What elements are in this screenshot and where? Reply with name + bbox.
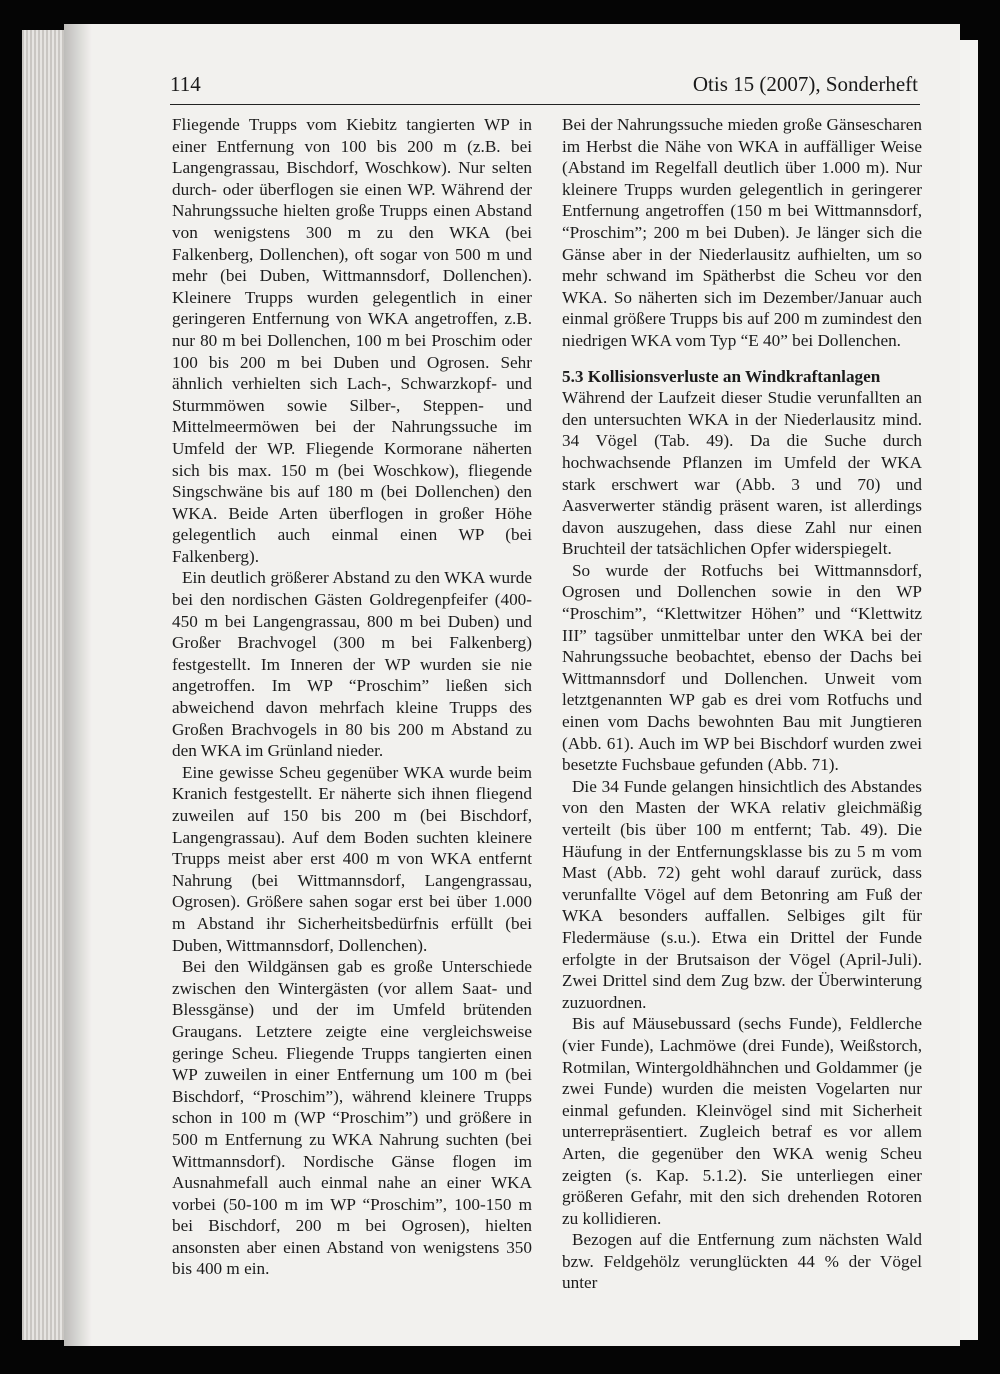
paragraph: Die 34 Funde gelangen hinsichtlich des Abstandes von den Masten der WKA relativ gleichmäßig verteilt (bis über 100 m entfernt; Tab. 49). Die Häufung in der Entfernungsklasse bis zu 5 m vom Mast (Abb. 72) geht wohl darauf zurück, dass verunfallte Vögel auf dem Betonring am Fuß der WKA besonders auffallen. Selbiges gilt für Fledermäuse (s.u.). Etwa ein Drittel der Funde erfolgte in der Brutsaison der Vögel (April-Juli). Zwei Drittel sind dem Zug bzw. der Überwinterung zuzuordnen. <box>562 776 922 1012</box>
running-header <box>170 70 920 105</box>
right-column <box>562 114 922 1294</box>
paragraph: Bei den Wildgänsen gab es große Unterschiede zwischen den Wintergästen (vor allem Saat- und Blessgänse) und der im Umfeld brütenden Graugans. Letztere zeigte eine vergleichsweise geringe Scheu. Fliegende Trupps tangierten einen WP zuweilen in einer Entfernung um 100 m (bei Bischdorf, “Proschim”), während kleinere Trupps schon in 100 m (WP “Proschim”) und größere in 500 m Entfernung zu WKA Nahrung suchten (bei Wittmannsdorf). Nordische Gänse flogen im Ausnahmefall auch einmal nahe an einer WKA vorbei (50-100 m im WP “Proschim”, 100-150 m bei Bischdorf, 200 m bei Ogrosen), hielten ansonsten aber einen Abstand von wenigstens 350 bis 400 m ein. <box>172 957 532 1279</box>
page-stack-edge <box>22 30 68 1340</box>
paragraph: Während der Laufzeit dieser Studie verunfallten an den untersuchten WKA in der Niederlausitz mind. 34 Vögel (Tab. 49). Da die Suche durch hochwachsende Pflanzen im Umfeld der WKA stark erschwert war (Abb. 3 und 70) und Aasverwerter ständig präsent waren, ist allerdings davon auszugehen, dass diese Zahl nur einen Bruchteil der tatsächlichen Opfer widerspiegelt. <box>562 388 922 559</box>
paragraph: Fliegende Trupps vom Kiebitz tangierten WP in einer Entfernung von 100 bis 200 m (z.B. bei Langengrassau, Bischdorf, Woschkow). Nur selten durch- oder überflogen sie einen WP. Während der Nahrungssuche hielten große Trupps einen Abstand von wenigstens 300 m zu den WKA (bei Falkenberg, Dollenchen), oft sogar von 500 m und mehr (bei Duben, Wittmannsdorf, Dollenchen). Kleinere Trupps wurden gelegentlich in einer geringeren Entfernung von WKA angetroffen, z.B. nur 80 m bei Dollenchen, 100 m bei Proschim oder 100 bis 200 m bei Duben und Ogrosen. Sehr ähnlich verhielten sich Lach-, Schwarzkopf- und Sturmmöwen sowie Silber-, Steppen- und Mittelmeermöwen bei der Nahrungssuche im Umfeld der WP. Fliegende Kormorane näherten sich bis max. 150 m (bei Woschkow), fliegende Singschwäne bis auf 180 m (bei Dollenchen) den WKA. Beide Arten überflogen in großer Höhe gelegentlich auch einmal einen WP (bei Falkenberg). <box>172 115 532 566</box>
left-column <box>172 114 532 1280</box>
facing-page-edge <box>960 40 978 1340</box>
paragraph: Bezogen auf die Entfernung zum nächsten Wald bzw. Feldgehölz verunglückten 44 % der Vögel unter <box>562 1230 922 1293</box>
paragraph: Bis auf Mäusebussard (sechs Funde), Feldlerche (vier Funde), Lachmöwe (drei Funde), Weißstorch, Rotmilan, Wintergoldhähnchen und Goldammer (je zwei Funde) wurden die meisten Vogelarten nur einmal gefunden. Kleinvögel sind mit Sicherheit unterrepräsentiert. Zugleich betraf es vor allem Arten, die gegenüber den WKA wenig Scheu zeigten (s. Kap. 5.1.2). Sie unterliegen einer größeren Gefahr, mit den sich drehenden Rotoren zu kollidieren. <box>562 1014 922 1228</box>
paragraph: So wurde der Rotfuchs bei Wittmannsdorf, Ogrosen und Dollenchen sowie in den WP “Proschim”, “Klettwitzer Höhen” und “Klettwitz III” tagsüber unmittelbar unter den WKA bei der Nahrungssuche beobachtet, ebenso der Dachs bei Wittmannsdorf und Dollenchen. Unweit vom letztgenannten WP gab es drei vom Rotfuchs und einen vom Dachs bewohnten Bau mit Jungtieren (Abb. 61). Auch im WP bei Bischdorf wurden zwei besetzte Fuchsbaue gefunden (Abb. 71). <box>562 560 922 775</box>
journal-title: Otis 15 (2007), Sonderheft <box>692 72 918 96</box>
page-number: 114 <box>170 72 201 96</box>
paragraph: Ein deutlich größerer Abstand zu den WKA wurde bei den nordischen Gästen Goldregenpfeifer (400-450 m bei Langengrassau, 800 m bei Duben) und Großer Brachvogel (300 m bei Falkenberg) festgestellt. Im Inneren der WP wurden sie nie angetroffen. Im WP “Proschim” ließen sich abweichend davon mehrfach kleine Trupps des Großen Brachvogels in 80 bis 200 m Abstand zu den WKA im Grünland nieder. <box>172 568 532 761</box>
paragraph: Bei der Nahrungssuche mieden große Gänsescharen im Herbst die Nähe von WKA in auffälliger Weise (Abstand im Regelfall deutlich über 1.000 m). Nur kleinere Trupps wurden gelegentlich in geringerer Entfernung angetroffen (150 m bei Wittmannsdorf, “Proschim”; 200 m bei Duben). Je länger sich die Gänse aber in der Niederlausitz aufhielten, um so mehr schwand im Spätherbst die Scheu vor den WKA. So näherten sich im Dezember/Januar auch einmal größere Trupps bis auf 200 m zumindest den niedrigen WKA vom Typ “E 40” bei Dollenchen. <box>562 115 922 350</box>
paragraph: Eine gewisse Scheu gegenüber WKA wurde beim Kranich festgestellt. Er näherte sich ihnen fliegend zuweilen auf 150 bis 200 m (bei Bischdorf, Langengrassau). Auf dem Boden suchten kleinere Trupps meist aber erst 400 m von WKA entfernt Nahrung (bei Wittmannsdorf, Langengrassau, Ogrosen). Größere sahen sogar erst bei über 1.000 m Abstand ihr Sicherheitsbedürfnis erfüllt (bei Duben, Wittmannsdorf, Dollenchen). <box>172 762 532 955</box>
section-heading: 5.3 Kollisionsverluste an Windkraftanlagen <box>562 366 881 386</box>
gutter-shadow <box>64 24 92 1346</box>
